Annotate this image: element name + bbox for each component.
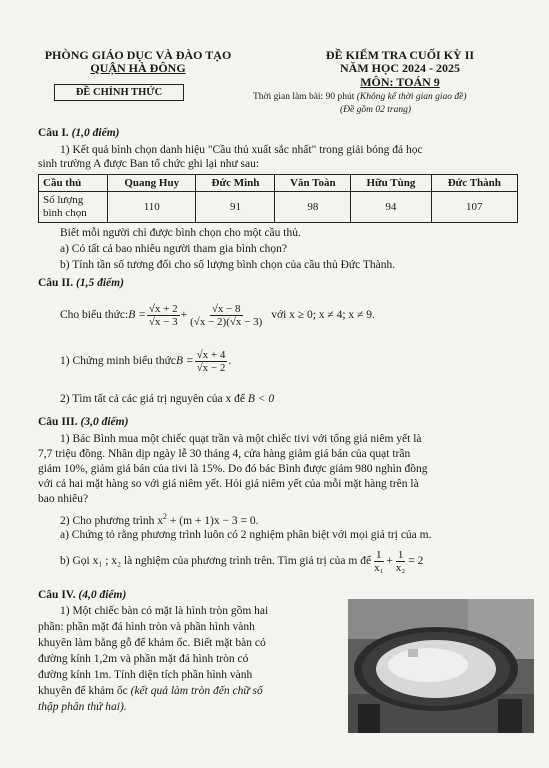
- table-cell: 98: [275, 192, 351, 223]
- q4-line-last: [38, 684, 263, 698]
- q2-heading: [38, 276, 124, 290]
- table-cell: 94: [351, 192, 431, 223]
- q4-line-text: khuyên để khảm ốc: [38, 685, 131, 697]
- q4-italic-note-2: thập phân thứ hai).: [38, 701, 127, 713]
- fraction-den: x₁: [374, 561, 384, 574]
- fraction-den: √x − 2: [196, 361, 226, 374]
- fraction-num: √x + 2: [148, 302, 178, 315]
- fraction-num: √x + 4: [196, 348, 226, 361]
- q4-italic-note: (kết quả làm tròn đến chữ số: [130, 685, 263, 697]
- table-cell: 91: [196, 192, 275, 223]
- q2-points: (1,5 điểm): [76, 277, 124, 289]
- school-year: NĂM HỌC 2024 - 2025: [340, 61, 460, 75]
- period: .: [228, 355, 232, 367]
- q3-title: Câu III.: [38, 416, 81, 428]
- q3-points: (3,0 điểm): [80, 416, 129, 428]
- q4-title: Câu IV.: [38, 589, 79, 601]
- vote-table: [38, 174, 518, 223]
- q3-p2-b-text: b) Gọi x₁ ; x₂ là nghiệm của phương trình trên. Tìm giá trị của m để: [60, 555, 372, 567]
- q1-title: Câu I.: [38, 127, 72, 139]
- q2-part1-text: 1) Chứng minh biểu thức: [60, 355, 176, 367]
- fraction-1: [147, 303, 180, 328]
- q3-p1-line: với cả hai mặt hàng so với giá niêm yết. Hỏi giá niêm yết của mỗi mặt hàng trên là: [38, 478, 419, 490]
- q2-expr-label: Cho biểu thức:: [60, 309, 129, 321]
- plus-sign: +: [386, 555, 393, 567]
- q2-title: Câu II.: [38, 277, 77, 289]
- subject: MÔN: TOÁN 9: [360, 75, 440, 89]
- official-stamp-box: ĐỀ CHÍNH THỨC: [54, 84, 184, 101]
- q1-part-b: b) Tính tần số tương đối cho số lượng bình chọn của cầu thủ Đức Thành.: [60, 259, 396, 271]
- time-limit-note: (Không kể thời gian giao đề): [356, 92, 467, 102]
- q1-heading: [38, 126, 119, 140]
- table-header-cell: Quang Huy: [108, 175, 196, 192]
- q3-heading: [38, 415, 128, 429]
- q4-points: (4,0 điểm): [78, 589, 127, 601]
- table-header-cell: Đức Thành: [431, 175, 517, 192]
- q3-equation: $x^2 + (m + 1)x - 3 = 0$.: [157, 512, 259, 527]
- q2-expression: [60, 300, 375, 330]
- table-header-cell: Hữu Tùng: [351, 175, 431, 192]
- equals-two: = 2: [408, 555, 424, 567]
- expr-var-b: B =: [128, 309, 146, 321]
- q4-line: đường kính 1,2m và phần mặt đá hình tròn có: [38, 653, 249, 665]
- department-name: PHÒNG GIÁO DỤC VÀ ĐÀO TẠO: [44, 48, 232, 62]
- q3-p2-text: 2) Cho phương trình: [60, 514, 158, 527]
- q4-line: phần: phần mặt đá hình tròn và phần hình vành: [38, 621, 255, 633]
- q1-note: Biết mỗi người chỉ được bình chọn cho một cầu thủ.: [60, 227, 301, 239]
- q4-line: 1) Một chiếc bàn có mặt là hình tròn gồm hai: [60, 605, 269, 617]
- table-header-cell: Văn Toàn: [275, 175, 351, 192]
- fraction-num: 1: [376, 548, 382, 561]
- q4-line: đường kính 1m. Tính diện tích phần hình vành: [38, 669, 253, 681]
- expr-var-b: B =: [175, 355, 194, 367]
- q1-intro-line1: 1) Kết quả bình chọn danh hiệu "Cầu thủ xuất sắc nhất" trong giải bóng đá học: [60, 144, 423, 156]
- q2-condition: với x ≥ 0; x ≠ 4; x ≠ 9.: [271, 309, 375, 321]
- plus-sign: +: [180, 309, 188, 321]
- q2-part1: [60, 346, 231, 376]
- time-limit: [253, 92, 467, 102]
- q3-p1-line: 7,7 triệu đồng. Nhân dịp ngày lễ 30 tháng 4, cửa hàng giảm giá bán của quạt trần: [38, 448, 411, 460]
- fraction-num: √x − 8: [211, 302, 241, 315]
- q3-p2: [60, 510, 258, 528]
- table-photo: [348, 599, 534, 733]
- table-photo-svg: [348, 599, 534, 733]
- q3-p2-b: [60, 546, 423, 576]
- q3-p1-line: 1) Bác Bình mua một chiếc quạt trần và một chiếc tivi với tổng giá niêm yết là: [60, 433, 422, 445]
- table-row: [39, 175, 518, 192]
- table-cell: 110: [108, 192, 196, 223]
- table-header-cell: Cầu thủ: [39, 175, 108, 192]
- pages-note: (Đề gồm 02 trang): [340, 105, 411, 115]
- fraction-3: [195, 349, 228, 374]
- table-cell: 107: [431, 192, 517, 223]
- fraction-5: [394, 549, 407, 574]
- fraction-2: [188, 303, 264, 328]
- fraction-den: x₂: [395, 561, 406, 574]
- q4-line: khuyên làm bằng gỗ để khảm ốc. Biết mặt bàn có: [38, 637, 266, 649]
- district-name: QUẬN HÀ ĐÔNG: [90, 61, 186, 75]
- row-label-line2: bình chọn: [43, 207, 87, 219]
- q2-part2: [60, 392, 274, 406]
- q2-part2-cond: B < 0: [247, 393, 275, 405]
- fraction-den: √x − 3: [148, 315, 178, 328]
- q3-p1-line: giảm 10%, giảm giá bán của tivi là 15%. Do đó bác Bình được giảm 980 nghìn đồng: [38, 463, 428, 475]
- table-header-cell: Đức Minh: [196, 175, 275, 192]
- q1-part-a: a) Có tất cả bao nhiêu người tham gia bình chọn?: [60, 243, 287, 255]
- q1-intro-line2: sinh trường A được Ban tổ chức ghi lại như sau:: [38, 158, 260, 170]
- q2-part2-text: 2) Tìm tất cả các giá trị nguyên của x để: [60, 393, 248, 405]
- q4-heading: [38, 588, 126, 602]
- exam-title: ĐỀ KIỂM TRA CUỐI KỲ II: [325, 48, 475, 62]
- row-label-line1: Số lượng: [43, 194, 84, 206]
- fraction-4: [372, 549, 385, 574]
- q1-points: (1,0 điểm): [71, 127, 120, 139]
- fraction-num: 1: [397, 548, 404, 561]
- q3-p1-line: bao nhiêu?: [38, 493, 89, 505]
- q3-p2-a: a) Chứng tỏ rằng phương trình luôn có 2 nghiệm phân biệt với mọi giá trị của m.: [60, 529, 432, 541]
- table-row-label: [39, 192, 108, 223]
- table-row: [39, 192, 518, 223]
- fraction-den: (√x − 2)(√x − 3): [190, 315, 263, 328]
- time-limit-text: Thời gian làm bài: 90 phút: [253, 92, 357, 102]
